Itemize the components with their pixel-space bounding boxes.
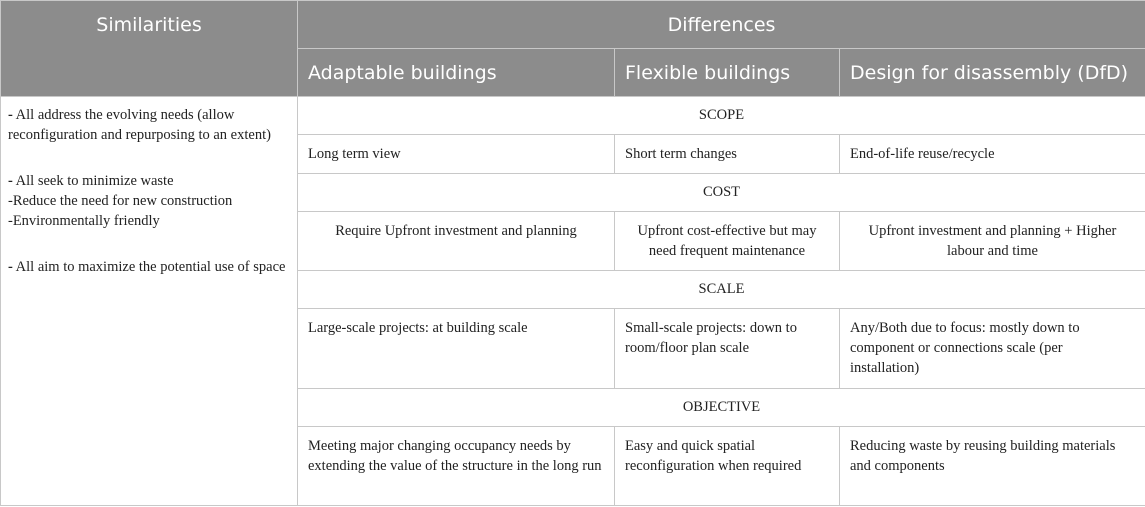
similarity-text: All address the evolving needs (allow reconfiguration and repurposing to an extent) [8, 107, 271, 143]
similarities-cell [1, 97, 298, 506]
section-title-cost: COST [298, 174, 1145, 212]
cell-objective-dfd: Reducing waste by reusing building materials and components [840, 427, 1145, 506]
column-header-adaptable: Adaptable buildings [298, 49, 615, 97]
column-header-dfd: Design for disassembly (DfD) [840, 49, 1145, 97]
section-row-scope [1, 97, 1145, 135]
cell-scope-flexible: Short term changes [615, 135, 840, 174]
similarity-subitem: -Reduce the need for new construction [8, 193, 233, 209]
cell-cost-flexible: Upfront cost-effective but may need frequent maintenance [615, 212, 840, 271]
header-row-top [1, 1, 1145, 49]
section-title-scale: SCALE [298, 271, 1145, 309]
cell-scope-adaptable: Long term view [298, 135, 615, 174]
cell-scope-dfd: End-of-life reuse/recycle [840, 135, 1145, 174]
section-title-scope: SCOPE [298, 97, 1145, 135]
similarities-header: Similarities [1, 1, 298, 97]
differences-header: Differences [298, 1, 1145, 49]
cell-cost-dfd: Upfront investment and planning + Higher labour and time [840, 212, 1145, 271]
similarity-item [8, 171, 290, 191]
cell-objective-flexible: Easy and quick spatial reconfiguration when required [615, 427, 840, 506]
section-title-objective: OBJECTIVE [298, 389, 1145, 427]
cell-scale-flexible: Small-scale projects: down to room/floor plan scale [615, 309, 840, 389]
bullet-dash: - [8, 107, 13, 123]
cell-scale-dfd: Any/Both due to focus: mostly down to component or connections scale (per installation) [840, 309, 1145, 389]
similarity-subitem: -Environmentally friendly [8, 213, 160, 229]
similarity-item [8, 105, 290, 145]
similarity-item [8, 257, 290, 277]
cell-cost-adaptable: Require Upfront investment and planning [298, 212, 615, 271]
similarity-text: All aim to maximize the potential use of space [12, 259, 286, 275]
bullet-dash: - [8, 173, 13, 189]
cell-scale-adaptable: Large-scale projects: at building scale [298, 309, 615, 389]
column-header-flexible: Flexible buildings [615, 49, 840, 97]
bullet-dash: - [8, 259, 13, 275]
cell-objective-adaptable: Meeting major changing occupancy needs by extending the value of the structure in the long run [298, 427, 615, 506]
similarity-text: All seek to minimize waste [12, 173, 174, 189]
